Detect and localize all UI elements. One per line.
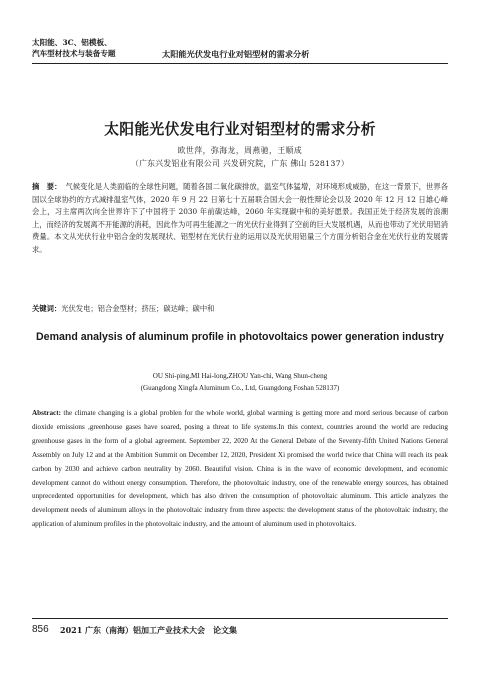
chinese-abstract-label: 摘 要： [32, 182, 62, 191]
chinese-keywords-label: 关键词： [32, 304, 62, 313]
english-affiliation: (Guangdong Xingfa Aluminum Co., Ltd, Guangdong Foshan 528137) [140, 384, 340, 392]
header-rule [32, 63, 448, 64]
english-abstract-text: the climate changing is a global problen for the whole world, global warming is getting more and mord serious because of carbon dioxide emissions ,greenhouse gases have soared, posing a threat to life systems.In this context, countries around the world are reducing greenhouse gases in the form of a global agreement. September 22, 2020 At the General Debate of the Seventy-fifth United Nations General Assembly on July 12 and at the Ambition Summit on December 12, 2020, President Xi promised the world twice that China will reach its peak carbon by 2030 and achieve carbon neutrality by 2060. Beautiful vision. China is in the wave of economic development, and economic development cannot do without energy consumption. Therefore, the photovoltaic industry, one of the renewable energy sources, has obtained unprecedented opportunities for development, which has also driven the consumption of photovoltaic aluminum. This article analyzes the development needs of aluminum alloys in the photovoltaic industry from three aspects: the development status of the photovoltaic industry, the application of aluminum profiles in the photovoltaic industry, and the amount of aluminum used in photovoltaics. [32, 409, 448, 529]
chinese-authors: 欧世萍，弥海龙，周燕驰，王顺成 [177, 146, 303, 155]
footer-rule [32, 618, 448, 619]
section-label [32, 38, 162, 59]
english-abstract-label: Abstract: [32, 409, 61, 417]
chinese-affiliation: （广东兴发铝业有限公司 兴发研究院，广东 佛山 528137） [130, 159, 350, 168]
section-label-line1: 太阳能、3C、铝模板、 [32, 38, 112, 47]
english-title: Demand analysis of aluminum profile in photovoltaics power generation industry [36, 331, 444, 343]
english-abstract [32, 407, 448, 532]
chinese-keywords [32, 303, 448, 314]
chinese-keywords-text: 光伏发电；铝合金型材；挤压；碳达峰；碳中和 [61, 304, 215, 313]
conference-name: 2021 广东（南海）铝加工产业技术大会 论文集 [60, 625, 238, 635]
chinese-abstract-text: 气候变化是人类面临的全球性问题，随着各国二氧化碳排放，温室气体猛增，对环境形成威胁，在这一背景下，世界各国以全球协约的方式减排温室气体，2020 年 9 月 22 日第七十五届联合国大会一般性辩论会以及 2020 年 12 月 12 日雄心峰会上，习主席两次向全世界许下了中国将于 2030 年前碳达峰，2060 年实现碳中和的美好愿景。我国正处于经济发展的浪潮上，而经济的发展离不开能源的消耗，因此作为可再生能源之一的光伏行业得到了空前的巨大发展机遇，从而也带动了光伏用铝消费量。本文从光伏行业中铝合金的发展现状、铝型材在光伏行业的运用以及光伏用铝量三个方面分析铝合金在光伏行业的发展需求。 [32, 182, 449, 254]
english-authors: OU Shi-ping,MI Hai-long,ZHOU Yan-chi, Wang Shun-cheng [152, 372, 328, 380]
page-number: 856 [32, 624, 49, 635]
chinese-abstract [32, 181, 448, 257]
running-title: 太阳能光伏发电行业对铝型材的需求分析 [162, 49, 310, 59]
section-label-line2: 汽车型材技术与装备专题 [32, 48, 116, 58]
chinese-title: 太阳能光伏发电行业对铝型材的需求分析 [104, 121, 376, 138]
